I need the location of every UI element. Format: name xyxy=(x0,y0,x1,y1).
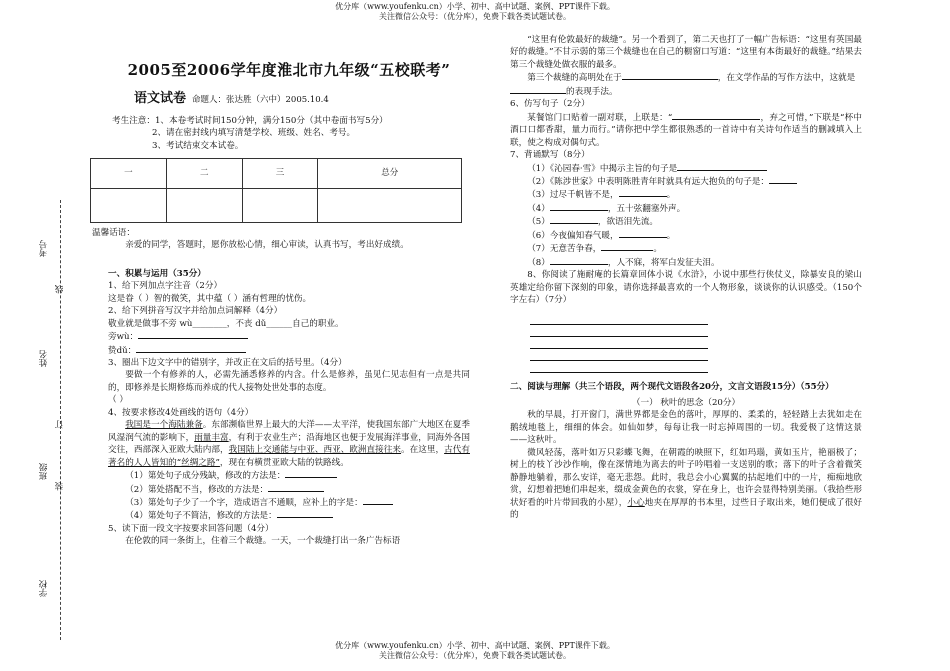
q7-item xyxy=(510,242,862,255)
greeting-label: 温馨话语： xyxy=(92,227,135,238)
q4-text-2: ，有利于农业生产；沿海地区也便于发展海洋事业，同海外各国交往，西部深入亚欧大陆内部， xyxy=(108,432,470,456)
q7-item-tail: ，人不寐，将军白发征夫泪。 xyxy=(607,257,720,268)
q5-question xyxy=(510,71,862,98)
q4-sub-3 xyxy=(108,496,470,509)
q7-item-text: （5） xyxy=(527,217,550,228)
q4-sub-1-text: （1）第处句子成分残缺，修改的方法是： xyxy=(125,471,286,482)
q7-item-tail: ，欲语泪先流。 xyxy=(597,217,659,228)
q4-sub-2-text: （2）第处搭配不当，修改的方法是： xyxy=(125,484,269,495)
q7-item-tail: 。 xyxy=(653,244,663,255)
reading1-para2-text: 微风轻荡，落叶如万只彩蝶飞舞，在朝霞的映照下，红如玛瑙，黄如玉片，艳丽极了；树上的枝丫沙沙作响，像在深情地为离去的叶子吟唱着一支送别的歌；落下的叶子含着微笑静静地躺着，那么安详，毫无悲怨。此时，我总会小心翼翼的拈起地们中的一片，痴痴地欣赏，幻想着把她们串起来，缀成金黄色的衣裳，穿在身上，也许会显得特别美丽。（我拾些形状好看的叶片带回我的小屋）， xyxy=(510,447,862,508)
page-footer xyxy=(0,641,950,662)
score-table xyxy=(90,158,462,223)
part2-heading: 二、阅读与理解（共三个语段，两个现代文语段各20分，文言文语段15分）（55分） xyxy=(510,381,834,392)
q4-sub-4-text: （4）第处句子不简洁，修改的方法是： xyxy=(125,511,277,522)
q1-text: 这是眷（ ）智的微笑，其中蕴（ ）涵有哲理的忧伤。 xyxy=(108,293,312,304)
q4-sub-1 xyxy=(108,469,470,482)
q7-item-blank[interactable] xyxy=(550,215,598,224)
q7-title: 7、背诵默写（8分） xyxy=(510,150,590,161)
q4-title: 4、按要求修改4处画线的语句（4分） xyxy=(108,407,254,418)
note-2: 2、请在密封线内填写清楚学校、班级、姓名、考号。 xyxy=(152,128,356,139)
q7-item xyxy=(510,215,862,228)
q4-underline-4: 古代有著名的人人皆知的“丝绸之路” xyxy=(108,445,470,468)
q7-item-text: （4） xyxy=(527,203,550,214)
header-line-2: 关注微信公众号：（优分库），免费下载各类试题试卷。 xyxy=(379,12,571,22)
q7-item-text: （8） xyxy=(527,257,550,268)
q4-sub-1-blank[interactable] xyxy=(285,469,337,478)
q6-title: 6、仿写句子（2分） xyxy=(510,99,590,110)
answer-line[interactable] xyxy=(530,325,708,337)
exam-notes xyxy=(108,115,470,152)
left-column xyxy=(92,60,470,638)
right-column xyxy=(510,34,862,638)
label-banji: 班级 xyxy=(39,463,49,480)
q6-text-a: 某餐馆门口贴着一副对联，上联是：“ xyxy=(527,112,673,123)
header-line-1: 优分库（www.youfenku.cn）小学、初中、高中试题、案例、PPT课件下载。 xyxy=(335,2,615,11)
q2-text: 敬业就是做事不旁 wù________，不丧 dǔ______自己的职业。 xyxy=(108,318,344,329)
score-header-1: 一 xyxy=(91,158,167,188)
q7-item-blank[interactable] xyxy=(619,188,667,197)
q5-title: 5、读下面一段文字按要求回答问题（4分） xyxy=(108,523,274,534)
answer-line[interactable] xyxy=(530,313,708,325)
q7-item-blank[interactable] xyxy=(601,242,653,251)
label-kaohao: 考号 xyxy=(39,240,49,257)
q2-answer-b-label: 贽dǔ： xyxy=(108,345,137,356)
q2-title: 2、给下列拼音写汉字并给加点词解释（4分） xyxy=(108,306,283,317)
q7-item-tail: ，五十弦翻塞外声。 xyxy=(607,203,686,214)
reading1-para1: 秋的早晨，打开窗门，满世界都是金色的落叶，厚厚的、柔柔的，轻轻踏上去犹如走在鹅绒地毯上，细细的体会。如仙如梦，每每让我一时忘掉周围的一切。我爱极了这情这景——这秋叶。 xyxy=(510,410,862,446)
q7-item-text: （2）《陈涉世家》中表明陈胜青年时就具有远大抱负的句子是： xyxy=(527,176,769,187)
q5-blank-1[interactable] xyxy=(622,71,718,80)
q4-sub-4-blank[interactable] xyxy=(277,509,333,518)
q7-item xyxy=(510,256,862,269)
q4-underline-3: 我国陆上交通能与中亚、西亚、欧洲直接往来 xyxy=(228,445,402,456)
score-cell-3[interactable] xyxy=(242,188,318,222)
q7-item-blank[interactable] xyxy=(677,162,767,171)
q4-passage xyxy=(108,419,470,469)
q8-text: 8、你阅读了施耐庵的长篇章回体小说《水浒》，小说中那些行侠仗义，除暴安良的梁山英雄定给你留下深刻的印象，请你选择最喜欢的一个人物形象，谈谈你的认识感受。（150个字左右）（7分） xyxy=(510,270,862,306)
q4-text-3: 。在这里， xyxy=(401,445,445,456)
score-header-total: 总分 xyxy=(318,158,462,188)
q4-underline-2: 雨量丰富 xyxy=(194,432,229,443)
q4-sub-2 xyxy=(108,483,470,496)
q7-item xyxy=(510,229,862,242)
q2-answer-b-blank[interactable] xyxy=(136,344,246,353)
score-cell-total[interactable] xyxy=(318,188,462,222)
q4-text-4: ，现在有横贯亚欧大陆的铁路线。 xyxy=(219,457,349,468)
score-header-3: 三 xyxy=(242,158,318,188)
q7-list xyxy=(510,162,862,270)
footer-line-1: 优分库（www.youfenku.cn）小学、初中、高中试题、案例、PPT课件下载。 xyxy=(335,641,615,650)
label-xuexiao: 学校 xyxy=(39,580,49,597)
q3-text: 要做一个有修养的人，必需先涵悉修养的内含。什么是修养，虽见仁见志但有一点是共同的，即修养是长期修炼而养成的代人接物处世处事的态度。 xyxy=(108,370,470,393)
q7-item xyxy=(510,188,862,201)
q6-text xyxy=(510,111,862,149)
answer-line[interactable] xyxy=(530,337,708,349)
q6-text-b: ，弃之可惜，”下联是“杯中酒口口都香甜，量力而行。”请你把中学生都很熟悉的一首诗中有关诗句作适当的删减填入上联，使之构成对偶句式。 xyxy=(510,112,862,148)
note-1: 考生注意：1、本卷考试时间150分钟，满分150分（其中卷面书写5分） xyxy=(112,115,388,126)
score-header-2: 二 xyxy=(166,158,242,188)
q7-item-text: （6）今夜偏知春气暖， xyxy=(527,230,619,241)
q4-sub-2-blank[interactable] xyxy=(268,483,324,492)
q6-blank[interactable] xyxy=(672,111,760,120)
q7-item-blank[interactable] xyxy=(550,202,608,211)
answer-line[interactable] xyxy=(530,361,708,373)
footer-line-2: 关注微信公众号：（优分库），免费下载各类试题试卷。 xyxy=(379,651,571,661)
q7-item xyxy=(510,175,862,188)
q7-item-text: （1）《沁园春·雪》中揭示主旨的句子是 xyxy=(527,163,678,174)
q2-answer-a-blank[interactable] xyxy=(138,330,248,339)
q2-answer-a-label: 旁wù： xyxy=(108,332,139,343)
q4-text-1: 。东部濒临世界上最大的大洋——太平洋，使我国东部广大地区在夏季风湿润气流的影响下， xyxy=(108,420,470,443)
answer-line[interactable] xyxy=(530,349,708,361)
q4-sub-3-text: （3）第处句子少了一个字，造成语言不通顺，应补上的字是： xyxy=(125,498,363,509)
note-3: 3、考试结束交本试卷。 xyxy=(152,140,244,151)
q7-item-tail: 。 xyxy=(666,230,676,241)
q4-sub-3-blank[interactable] xyxy=(363,496,393,505)
score-cell-2[interactable] xyxy=(166,188,242,222)
q7-item xyxy=(510,202,862,215)
q7-item-blank[interactable] xyxy=(769,175,797,184)
exam-author: 命题人：张达胜（六中）2005.10.4 xyxy=(192,94,329,105)
q3-title: 3、圈出下边文字中的错别字，并改正在文后的括号里。（4分） xyxy=(108,358,347,369)
q7-item-blank[interactable] xyxy=(550,256,608,265)
q5-blank-2[interactable] xyxy=(510,85,566,94)
label-zhuang: 装 xyxy=(55,482,65,491)
q7-item xyxy=(510,162,862,175)
reading1-para2-text-b: 地夹在厚厚的书本里，过些日子取出来，她们便成了很好的 xyxy=(510,497,862,521)
q7-item-text: （3）过尽千帆皆不是， xyxy=(527,190,619,201)
reading1-underlined-word: 小心 xyxy=(627,497,645,508)
q1-title: 1、给下列加点字注音（2分） xyxy=(108,281,223,292)
q2-answer-a xyxy=(108,330,470,343)
q7-item-tail: 。 xyxy=(666,190,676,201)
label-xian: 线 xyxy=(55,285,65,294)
greeting-text: 亲爱的同学，答题时，愿你放松心情，细心审读，认真书写，考出好成绩。 xyxy=(125,240,409,251)
page-header xyxy=(0,2,950,23)
q5-continued: “这里有伦敦最好的裁缝”。另一个看到了，第二天也打了一幅广告标语：“这里有英国最好的裁缝。”不甘示弱的第三个裁缝也在自己的橱窗口写道：“这里有本街最好的裁缝。”结果去第三个裁缝处做衣服的最多。 xyxy=(510,35,862,70)
reading1-para2 xyxy=(510,447,862,522)
label-ding: 订 xyxy=(55,420,65,429)
score-cell-1[interactable] xyxy=(91,188,167,222)
subject-title: 语文试卷 xyxy=(134,90,187,106)
reading1-title: （一） 秋叶的思念（20分） xyxy=(631,397,741,408)
q5-question-b: ，在文学作品的写作方法中，这就是 xyxy=(717,73,856,84)
label-xingming: 姓名 xyxy=(39,350,49,367)
q4-sub-4 xyxy=(108,509,470,522)
q5-question-a: 第三个裁缝的高明处在于 xyxy=(527,73,622,84)
exam-title: 2005至2006学年度淮北市九年级“五校联考” xyxy=(127,61,451,79)
part1-heading: 一、积累与运用（35分） xyxy=(108,268,206,279)
q5-text: 在伦敦的同一条街上，住着三个裁缝。一天，一个裁缝打出一条广告标语 xyxy=(125,536,401,547)
q3-paren: （ ） xyxy=(108,395,128,406)
q7-item-blank[interactable] xyxy=(619,229,667,238)
exam-subtitle xyxy=(108,90,470,109)
q8-answer-lines xyxy=(510,313,862,373)
q4-underline-1: 我国是一个海陆兼备 xyxy=(125,420,203,431)
q7-item-text: （7）无意苦争春， xyxy=(527,244,602,255)
q5-question-c: 的表现手法。 xyxy=(566,86,618,97)
q2-answer-b xyxy=(108,344,470,357)
